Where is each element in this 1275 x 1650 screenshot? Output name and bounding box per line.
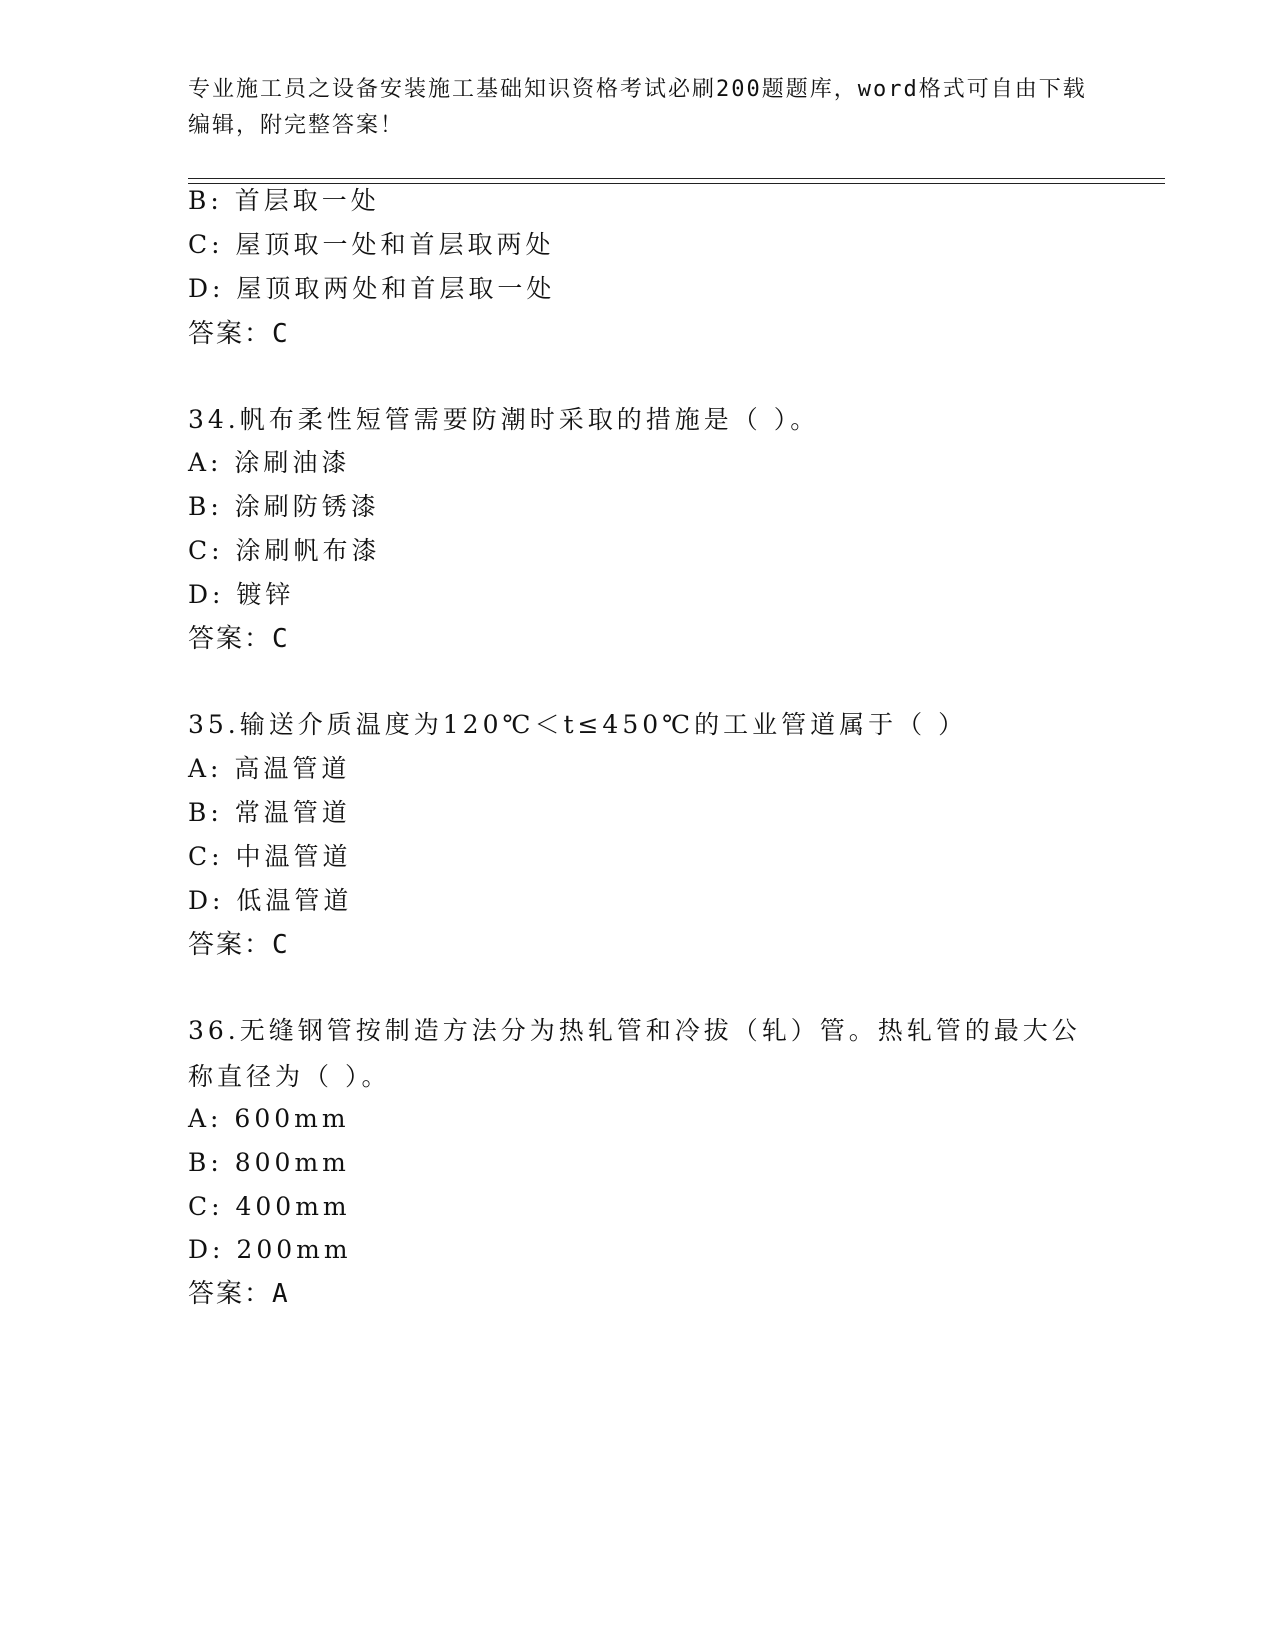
q33-option-c: C: 屋顶取一处和首层取两处 bbox=[188, 230, 555, 259]
q34-option-a: A: 涂刷油漆 bbox=[188, 448, 351, 477]
q35-option-d: D: 低温管道 bbox=[188, 886, 353, 915]
q35-option-a: A: 高温管道 bbox=[188, 754, 351, 783]
q36-option-d: D: 200mm bbox=[188, 1235, 352, 1264]
q36-option-b: B: 800mm bbox=[188, 1148, 350, 1177]
q33-option-d: D: 屋顶取两处和首层取一处 bbox=[188, 274, 556, 303]
q33-answer: 答案：C bbox=[188, 319, 290, 349]
q34-answer: 答案：C bbox=[188, 624, 290, 654]
q34-option-b: B: 涂刷防锈漆 bbox=[188, 492, 380, 521]
q36-option-a: A: 600mm bbox=[188, 1104, 350, 1133]
q36-question: 36.无缝钢管按制造方法分为热轧管和冷拔（轧）管。热轧管的最大公称直径为（ ）。 bbox=[188, 1016, 1081, 1091]
q34-option-d: D: 镀锌 bbox=[188, 580, 295, 609]
q34-option-c: C: 涂刷帆布漆 bbox=[188, 536, 381, 565]
q33-option-b: B: 首层取一处 bbox=[188, 186, 380, 215]
q36-answer: 答案：A bbox=[188, 1279, 290, 1309]
q35-answer: 答案：C bbox=[188, 930, 290, 960]
header-divider-top bbox=[188, 178, 1165, 179]
q36-option-c: C: 400mm bbox=[188, 1192, 351, 1221]
q35-option-c: C: 中温管道 bbox=[188, 842, 352, 871]
q34-question: 34.帆布柔性短管需要防潮时采取的措施是（ ）。 bbox=[188, 405, 820, 434]
document-header: 专业施工员之设备安装施工基础知识资格考试必刷200题题库，word格式可自由下载编辑，附完整答案！ bbox=[188, 77, 1087, 138]
q35-option-b: B: 常温管道 bbox=[188, 798, 351, 827]
q35-question: 35.输送介质温度为120℃＜t≤450℃的工业管道属于（ ） bbox=[188, 710, 968, 739]
